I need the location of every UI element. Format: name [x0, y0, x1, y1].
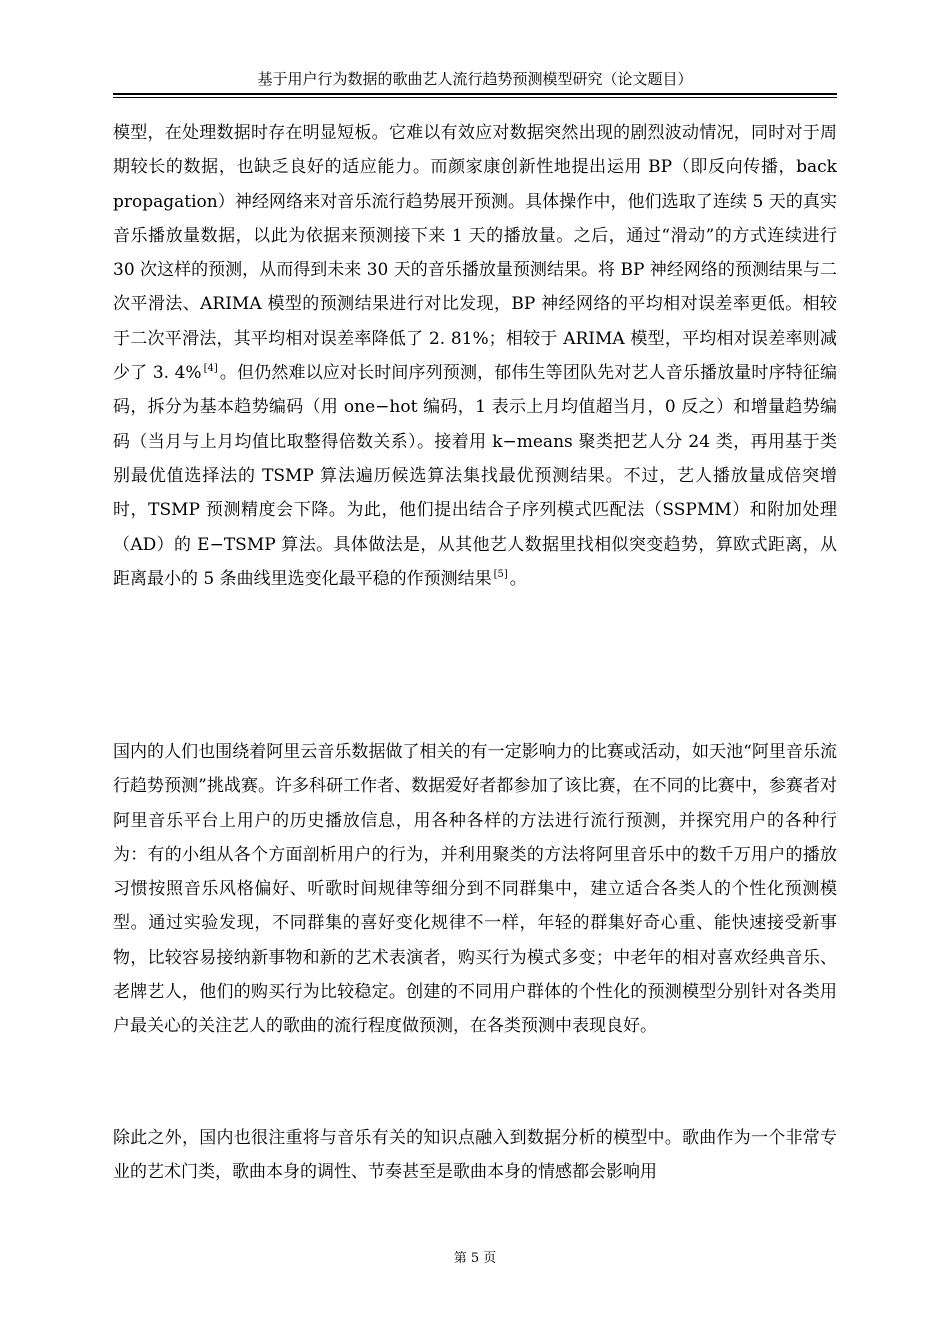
running-header: 基于用户行为数据的歌曲艺人流行趋势预测模型研究（论文题目）	[257, 70, 693, 88]
paragraph-1	[113, 116, 837, 596]
paragraph-1-text-c: 。	[509, 568, 527, 589]
paragraph-1-text-b: 。但仍然难以应对长时间序列预测，郁伟生等团队先对艺人音乐播放量时序特征编码，拆分为基本趋势编码（用 one−hot 编码，1 表示上月均值超当月，0 反之）和增量趋势编码（当月与上月均值比取整得倍数关系）。接着用 k−means 聚类把艺人分 24 类，再用基于类别最优值选择法的 TSMP 算法遍历候选算法集找最优预测结果。不过，艺人播放量成倍突增时，TSMP 预测精度会下降。为此，他们提出结合子序列模式匹配法（SSPMM）和附加处理（AD）的 E−TSMP 算法。具体做法是，从其他艺人数据里找相似突变趋势，算欧式距离，从距离最小的 5 条曲线里选变化最平稳的作预测结果	[113, 363, 838, 589]
page-number: 第 5 页	[453, 1251, 497, 1266]
paragraph-3: 除此之外，国内也很注重将与音乐有关的知识点融入到数据分析的模型中。歌曲作为一个非常专业的艺术门类，歌曲本身的调性、节奏甚至是歌曲本身的情感都会影响用	[113, 1128, 837, 1183]
citation-4: [4]	[203, 363, 218, 375]
header-rule-thick	[113, 93, 837, 95]
header-rule-thin	[113, 97, 837, 98]
paragraph-1-text-a: 模型，在处理数据时存在明显短板。它难以有效应对数据突然出现的剧烈波动情况，同时对于周期较长的数据，也缺乏良好的适应能力。而颜家康创新性地提出运用 BP（即反向传播，back propagation）神经网络来对音乐流行趋势展开预测。具体操作中，他们选取了连续 5 天的真实音乐播放量数据，以此为依据来预测接下来 1 天的播放量。之后，通过“滑动”的方式连续进行 30 次这样的预测，从而得到未来 30 天的音乐播放量预测结果。将 BP 神经网络的预测结果与二次平滑法、ARIMA 模型的预测结果进行对比发现，BP 神经网络的平均相对误差率更低。相较于二次平滑法，其平均相对误差率降低了 2. 81%；相较于 ARIMA 模型，平均相对误差率则减少了 3. 4%	[113, 123, 837, 384]
citation-5: [5]	[493, 568, 508, 580]
paragraph-2: 国内的人们也围绕着阿里云音乐数据做了相关的有一定影响力的比赛或活动，如天池“阿里音乐流行趋势预测”挑战赛。许多科研工作者、数据爱好者都参加了该比赛，在不同的比赛中，参赛者对阿里音乐平台上用户的历史播放信息，用各种各样的方法进行流行预测，并探究用户的各种行为：有的小组从各个方面剖析用户的行为，并利用聚类的方法将阿里音乐中的数千万用户的播放习惯按照音乐风格偏好、听歌时间规律等细分到不同群集中，建立适合各类人的个性化预测模型。通过实验发现，不同群集的喜好变化规律不一样，年轻的群集好奇心重、能快速接受新事物，比较容易接纳新事物和新的艺术表演者，购买行为模式多变；中老年的相对喜欢经典音乐、老牌艺人，他们的购买行为比较稳定。创建的不同用户群体的个性化的预测模型分别针对各类用户最关心的关注艺人的歌曲的流行程度做预测，在各类预测中表现良好。	[113, 742, 837, 1037]
